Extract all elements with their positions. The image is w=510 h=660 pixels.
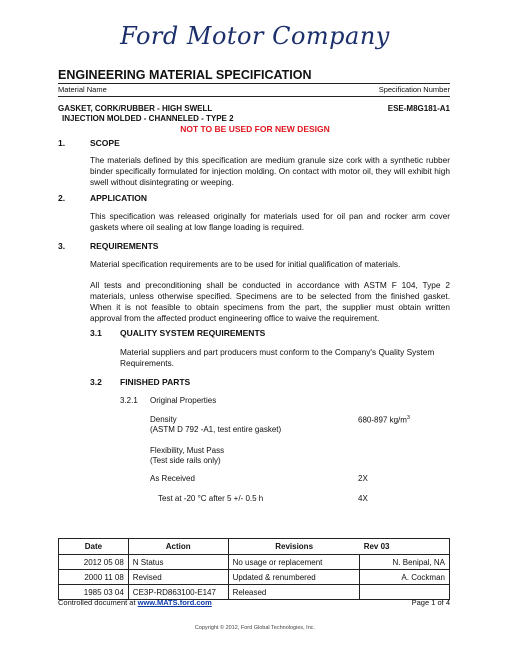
density-label: Density (150, 415, 177, 424)
mats-link[interactable]: www.MATS.ford.com (137, 598, 212, 607)
material-name-line1: GASKET, CORK/RUBBER - HIGH SWELL (58, 104, 213, 113)
row-date: 1985 03 04 (59, 585, 129, 600)
section-3-2-heading: FINISHED PARTS (120, 377, 191, 387)
section-2-number: 2. (58, 193, 66, 203)
section-2-text: This specification was released originally for materials used for oil pan and rocker arm cover gaskets where oil sealing at low flange loading is required. (90, 211, 450, 232)
row-revision: Updated & renumbered (228, 570, 360, 585)
page-number: Page 1 of 4 (411, 598, 450, 607)
copyright: Copyright © 2012, Ford Global Technologies, Inc. (194, 625, 316, 631)
header-action: Action (128, 539, 228, 555)
header-date: Date (59, 539, 129, 555)
section-2-heading: APPLICATION (90, 193, 147, 203)
row-by: A. Cockman (360, 570, 450, 585)
header-rev: Rev 03 (360, 539, 450, 555)
cold-test-value: 4X (358, 494, 368, 503)
row-date: 2000 11 08 (59, 570, 129, 585)
row-revision: No usage or replacement (228, 555, 360, 570)
as-received-value: 2X (358, 474, 368, 483)
label-rule (58, 96, 450, 97)
section-1-heading: SCOPE (90, 138, 120, 148)
row-by: N. Benipal, NA (360, 555, 450, 570)
table-row (59, 570, 450, 585)
section-3-2-number: 3.2 (90, 377, 102, 387)
company-logo: Ford Motor Company (120, 22, 390, 50)
section-3-heading: REQUIREMENTS (90, 241, 159, 251)
density-value: 680-897 $kg/m^3$ (358, 415, 410, 425)
flexibility-label: Flexibility, Must Pass (150, 446, 225, 455)
section-3-1-number: 3.1 (90, 328, 102, 338)
controlled-document-note: Controlled document at www.MATS.ford.com (58, 598, 212, 607)
revision-header-row (59, 539, 450, 555)
flexibility-note: (Test side rails only) (150, 456, 221, 465)
section-1-number: 1. (58, 138, 66, 148)
cold-test-label: Test at -20 °C after 5 +/- 0.5 h (158, 494, 264, 503)
header-revisions: Revisions (228, 539, 360, 555)
section-3-number: 3. (58, 241, 66, 251)
row-action: CE3P-RD863100-E147 (128, 585, 228, 600)
section-3-1-heading: QUALITY SYSTEM REQUIREMENTS (120, 328, 266, 338)
row-date: 2012 05 08 (59, 555, 129, 570)
as-received-label: As Received (150, 474, 195, 483)
row-action: N Status (128, 555, 228, 570)
section-3-2-1-number: 3.2.1 (120, 396, 138, 405)
section-3-2-1-heading: Original Properties (150, 396, 217, 405)
row-revision: Released (228, 585, 360, 600)
material-name-line2: INJECTION MOLDED - CHANNELED - TYPE 2 (62, 114, 234, 123)
obsolete-notice: NOT TO BE USED FOR NEW DESIGN (180, 124, 330, 134)
density-method: (ASTM D 792 -A1, test entire gasket) (150, 425, 282, 434)
material-name-label: Material Name (58, 85, 107, 94)
revision-table (58, 538, 450, 600)
section-1-text: The materials defined by this specification are medium granule size cork with a synthetic rubber binder specifically formulated for injection molding. On contact with motor oil, they will exhibit high swell without disintegrating or weeping. (90, 155, 450, 187)
section-3-text-2: All tests and preconditioning shall be conducted in accordance with ASTM F 104, Type 2 materials, unless otherwise specified. Specimens are to be selected from the finished gasket. When it is not feasible to obtain specimens from the part, the supplier must obtain written approval from the affected product engineering office to waive the requirement. (90, 280, 450, 323)
section-3-text-1: Material specification requirements are to be used for initial qualification of materials. (90, 259, 401, 269)
document-title: ENGINEERING MATERIAL SPECIFICATION (58, 68, 312, 82)
section-3-1-text: Material suppliers and part producers must conform to the Company's Quality System Requirements. (120, 347, 435, 368)
title-rule (58, 83, 450, 84)
table-row (59, 555, 450, 570)
row-action: Revised (128, 570, 228, 585)
spec-number-label: Specification Number (378, 85, 450, 94)
spec-number: ESE-M8G181-A1 (387, 104, 450, 113)
